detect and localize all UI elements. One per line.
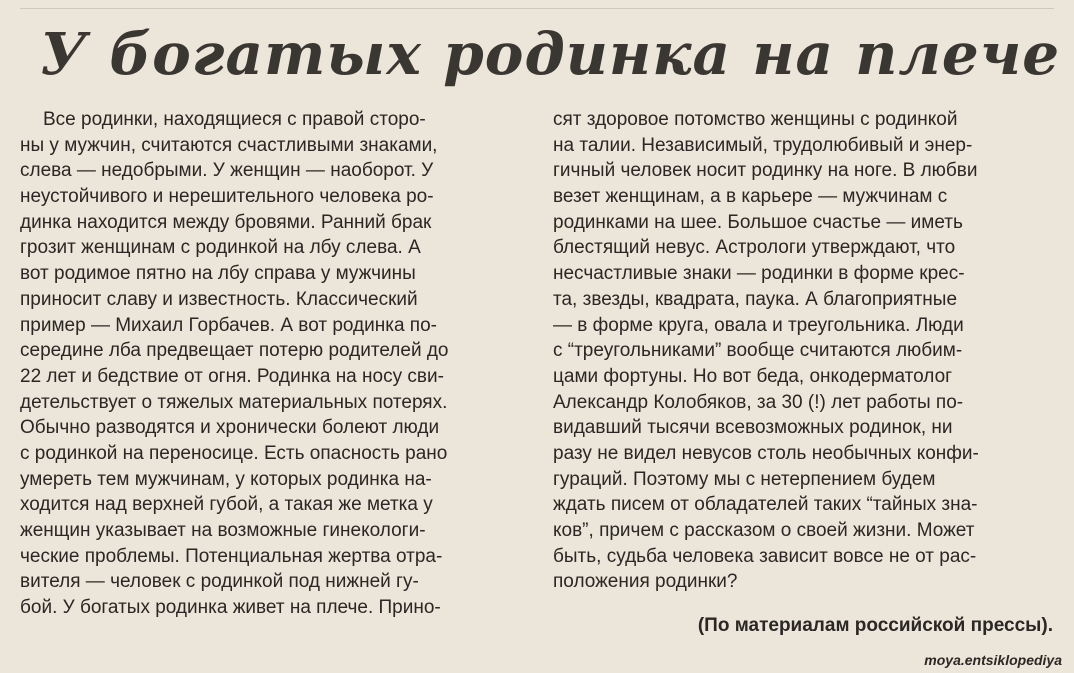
text-line: грозит женщинам с родинкой на лбу слева. А: [20, 237, 421, 259]
left-column: [20, 107, 520, 621]
text-line: цами фортуны. Но вот беда, онкодерматолог: [553, 365, 953, 387]
text-line: гичный человек носит родинку на ноге. В любви: [553, 160, 978, 182]
text-line: быть, судьба человека зависит вовсе не от рас-: [553, 545, 977, 567]
text-line: — в форме круга, овала и треугольника. Люди: [553, 314, 964, 336]
text-line: 22 лет и бедствие от огня. Родинка на носу сви-: [20, 365, 444, 387]
text-line: слева — недобрыми. У женщин — наоборот. У: [20, 160, 434, 182]
text-line: разу не видел невусов столь необычных конфи-: [553, 442, 979, 464]
text-line: динка находится между бровями. Ранний брак: [20, 211, 432, 233]
text-line: середине лба предвещает потерю родителей до: [20, 340, 449, 362]
text-line: родинками на шее. Большое счастье — иметь: [553, 211, 963, 233]
text-line: блестящий невус. Астрологи утверждают, что: [553, 237, 956, 259]
article-source: (По материалам российской прессы).: [697, 615, 1053, 636]
text-line: ны у мужчин, считаются счастливыми знаками,: [20, 134, 438, 156]
article-title: У богатых родинка на плече: [40, 20, 1061, 88]
text-line: на талии. Независимый, трудолюбивый и энер-: [553, 134, 973, 156]
text-line: видавший тысячи всевозможных родинок, ни: [553, 417, 953, 439]
text-line: детельствует о тяжелых материальных потерях.: [20, 391, 448, 413]
text-line: ходится над верхней губой, а такая же метка у: [20, 494, 433, 516]
text-line: Александр Колобяков, за 30 (!) лет работы по-: [553, 391, 964, 413]
text-line: сят здоровое потомство женщины с родинкой: [553, 109, 958, 130]
text-line: пример — Михаил Горбачев. А вот родинка по-: [20, 314, 437, 336]
text-line: бой. У богатых родинка живет на плече. Прино-: [20, 597, 441, 619]
text-line: с “треугольниками” вообще считаются любим-: [553, 340, 963, 362]
text-line: гураций. Поэтому мы с нетерпением будем: [553, 468, 936, 490]
text-line: везет женщинам, а в карьере — мужчинам с: [553, 186, 948, 208]
text-line: та, звезды, квадрата, паука. А благоприятные: [553, 288, 958, 310]
text-line: положения родинки?: [553, 571, 738, 593]
text-line: неустойчивого и нерешительного человека ро-: [20, 186, 434, 208]
top-rule: [20, 8, 1054, 9]
text-line: ков”, причем с рассказом о своей жизни. Может: [553, 520, 975, 541]
text-line: несчастливые знаки — родинки в форме крес-: [553, 263, 965, 285]
text-line: Все родинки, находящиеся с правой сторо-: [43, 109, 426, 130]
watermark-text: moya.entsiklopediya: [924, 652, 1062, 668]
text-line: ждать писем от обладателей таких “тайных зна-: [553, 494, 978, 516]
text-line: умереть тем мужчинам, у которых родинка на-: [20, 468, 432, 490]
text-line: вот родимое пятно на лбу справа у мужчины: [20, 263, 416, 285]
text-line: ческие проблемы. Потенциальная жертва отра-: [20, 545, 443, 567]
text-line: вителя — человек с родинкой под нижней гу-: [20, 571, 419, 593]
right-column: [553, 107, 1053, 595]
text-line: с родинкой на переносице. Есть опасность рано: [20, 442, 448, 464]
text-line: женщин указывает на возможные гинекологи-: [20, 520, 426, 541]
text-line: Обычно разводятся и хронически болеют люди: [20, 417, 440, 439]
text-line: приносит славу и известность. Классический: [20, 288, 418, 310]
